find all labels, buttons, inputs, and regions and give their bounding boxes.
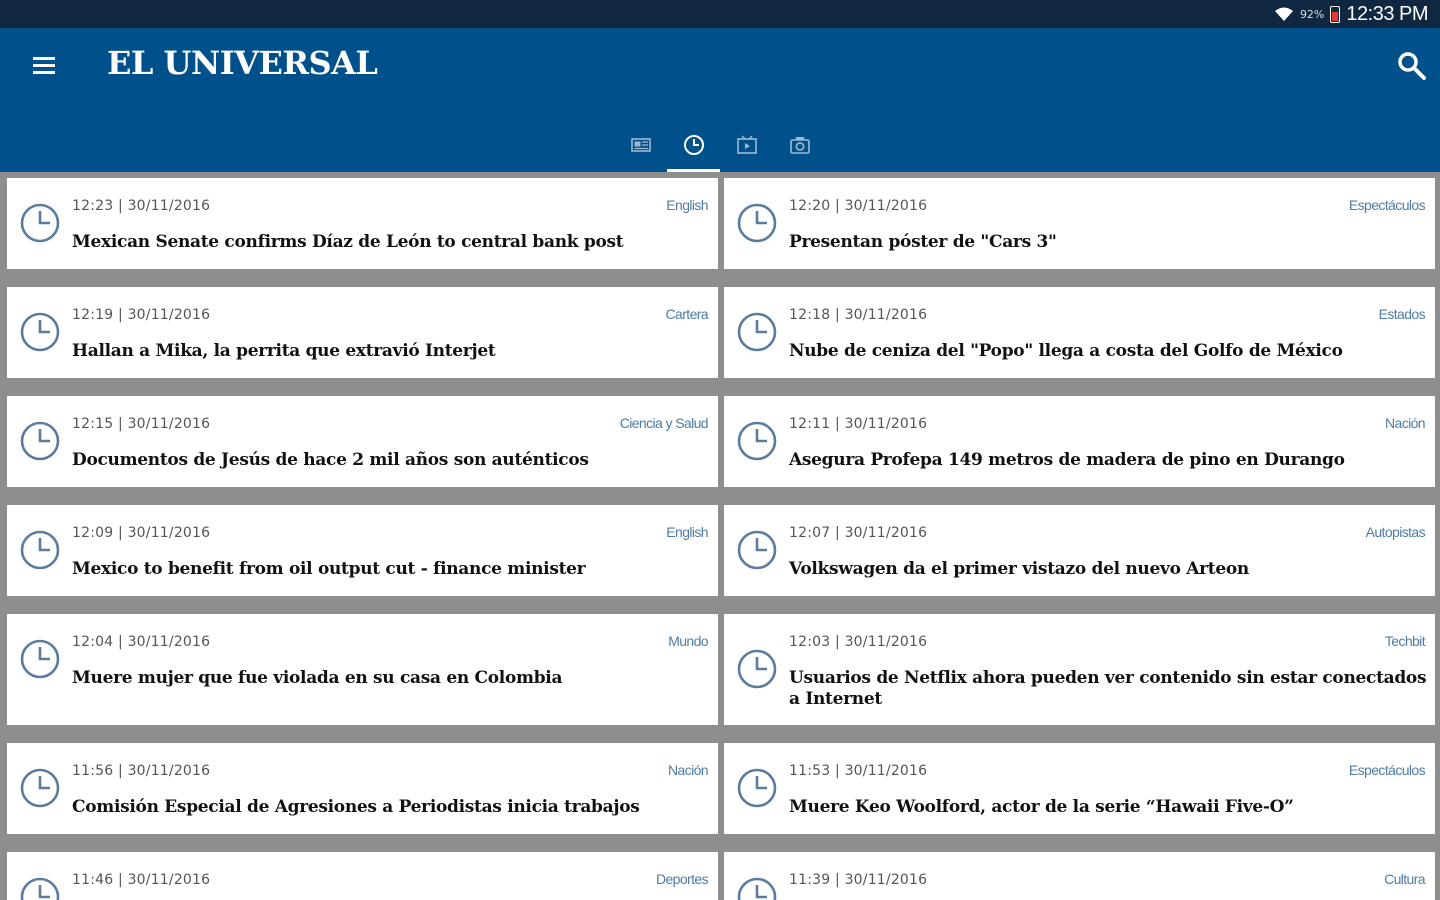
article-time: 11:53 | 30/11/2016 bbox=[789, 763, 928, 779]
status-bar bbox=[0, 0, 1440, 28]
article-time: 12:20 | 30/11/2016 bbox=[789, 198, 928, 214]
article-time: 12:04 | 30/11/2016 bbox=[72, 634, 211, 650]
news-card[interactable] bbox=[724, 396, 1435, 487]
video-icon bbox=[736, 135, 758, 155]
tab-videos[interactable] bbox=[720, 118, 773, 172]
news-card[interactable] bbox=[7, 614, 718, 725]
menu-icon bbox=[33, 57, 55, 60]
article-category[interactable]: Nación bbox=[1385, 415, 1425, 431]
news-card[interactable] bbox=[724, 505, 1435, 596]
article-category[interactable]: Autopistas bbox=[1365, 524, 1425, 540]
article-category[interactable]: Cultura bbox=[1384, 871, 1425, 887]
news-card[interactable] bbox=[7, 505, 718, 596]
news-card[interactable] bbox=[7, 287, 718, 378]
news-feed bbox=[0, 172, 1440, 900]
clock-icon bbox=[19, 876, 61, 900]
search-icon[interactable] bbox=[1396, 50, 1428, 82]
menu-icon-bar bbox=[33, 71, 55, 74]
tab-news[interactable] bbox=[614, 118, 667, 172]
news-card[interactable] bbox=[7, 178, 718, 269]
article-category[interactable]: Nación bbox=[668, 762, 708, 778]
clock-icon bbox=[736, 767, 778, 809]
article-title[interactable]: Nube de ceniza del "Popo" llega a costa del Golfo de México bbox=[789, 341, 1343, 361]
clock-icon bbox=[19, 202, 61, 244]
news-card[interactable] bbox=[7, 743, 718, 834]
camera-icon bbox=[789, 135, 811, 155]
clock-icon bbox=[736, 202, 778, 244]
article-category[interactable]: Espectáculos bbox=[1348, 197, 1425, 213]
clock-icon bbox=[736, 529, 778, 571]
article-time: 12:03 | 30/11/2016 bbox=[789, 634, 928, 650]
article-title[interactable]: Mexico to benefit from oil output cut - finance minister bbox=[72, 559, 586, 579]
article-title[interactable]: Volkswagen da el primer vistazo del nuevo Arteon bbox=[789, 559, 1249, 579]
article-time: 11:46 | 30/11/2016 bbox=[72, 872, 211, 888]
article-category[interactable]: Espectáculos bbox=[1348, 762, 1425, 778]
wifi-icon bbox=[1274, 6, 1294, 22]
article-category[interactable]: Estados bbox=[1378, 306, 1425, 322]
article-category[interactable]: English bbox=[666, 524, 708, 540]
clock-icon bbox=[736, 311, 778, 353]
article-title[interactable]: Asegura Profepa 149 metros de madera de pino en Durango bbox=[789, 450, 1345, 470]
news-card[interactable] bbox=[7, 852, 718, 900]
clock-icon bbox=[736, 876, 778, 900]
clock-icon bbox=[736, 648, 778, 690]
tab-latest[interactable] bbox=[667, 118, 720, 172]
news-card[interactable] bbox=[724, 852, 1435, 900]
article-title[interactable]: Muere Keo Woolford, actor de la serie “Hawaii Five-O” bbox=[789, 797, 1294, 817]
clock-icon bbox=[19, 767, 61, 809]
article-time: 12:15 | 30/11/2016 bbox=[72, 416, 211, 432]
clock-icon bbox=[19, 311, 61, 353]
article-title[interactable]: Muere mujer que fue violada en su casa en Colombia bbox=[72, 668, 563, 688]
battery-percent: 92% bbox=[1299, 7, 1325, 21]
status-time: 12:33 PM bbox=[1346, 2, 1428, 25]
news-card[interactable] bbox=[7, 396, 718, 487]
clock-icon bbox=[736, 420, 778, 462]
news-card[interactable] bbox=[724, 743, 1435, 834]
article-title[interactable]: Presentan póster de "Cars 3" bbox=[789, 232, 1057, 252]
app-logo: EL UNIVERSAL bbox=[107, 44, 378, 82]
clock-icon bbox=[19, 420, 61, 462]
menu-icon-bar bbox=[33, 64, 55, 67]
newspaper-icon bbox=[631, 137, 651, 153]
article-title[interactable]: Usuarios de Netflix ahora pueden ver contenido sin estar conectados a Internet bbox=[789, 668, 1427, 709]
clock-icon bbox=[19, 638, 61, 680]
article-time: 12:07 | 30/11/2016 bbox=[789, 525, 928, 541]
article-title[interactable]: Comisión Especial de Agresiones a Periodistas inicia trabajos bbox=[72, 797, 640, 817]
article-category[interactable]: Ciencia y Salud bbox=[619, 415, 708, 431]
article-time: 11:39 | 30/11/2016 bbox=[789, 872, 928, 888]
article-time: 12:09 | 30/11/2016 bbox=[72, 525, 211, 541]
article-category[interactable]: English bbox=[666, 197, 708, 213]
article-category[interactable]: Cartera bbox=[665, 306, 708, 322]
article-time: 12:11 | 30/11/2016 bbox=[789, 416, 928, 432]
article-time: 12:18 | 30/11/2016 bbox=[789, 307, 928, 323]
menu-button[interactable] bbox=[33, 55, 59, 75]
article-time: 11:56 | 30/11/2016 bbox=[72, 763, 211, 779]
news-card[interactable] bbox=[724, 178, 1435, 269]
tab-photos[interactable] bbox=[773, 118, 826, 172]
clock-icon bbox=[682, 133, 706, 157]
app-bar bbox=[0, 28, 1440, 172]
article-title[interactable]: Documentos de Jesús de hace 2 mil años son auténticos bbox=[72, 450, 589, 470]
article-category[interactable]: Techbit bbox=[1384, 633, 1425, 649]
clock-icon bbox=[19, 529, 61, 571]
tab-bar bbox=[614, 118, 826, 172]
article-title[interactable]: Hallan a Mika, la perrita que extravió Interjet bbox=[72, 341, 496, 361]
status-indicators bbox=[1274, 0, 1428, 28]
news-card[interactable] bbox=[724, 287, 1435, 378]
article-time: 12:19 | 30/11/2016 bbox=[72, 307, 211, 323]
article-title[interactable]: Mexican Senate confirms Díaz de León to central bank post bbox=[72, 232, 624, 252]
article-time: 12:23 | 30/11/2016 bbox=[72, 198, 211, 214]
article-category[interactable]: Deportes bbox=[655, 871, 708, 887]
news-card[interactable] bbox=[724, 614, 1435, 725]
battery-icon bbox=[1330, 6, 1340, 23]
article-category[interactable]: Mundo bbox=[668, 633, 708, 649]
